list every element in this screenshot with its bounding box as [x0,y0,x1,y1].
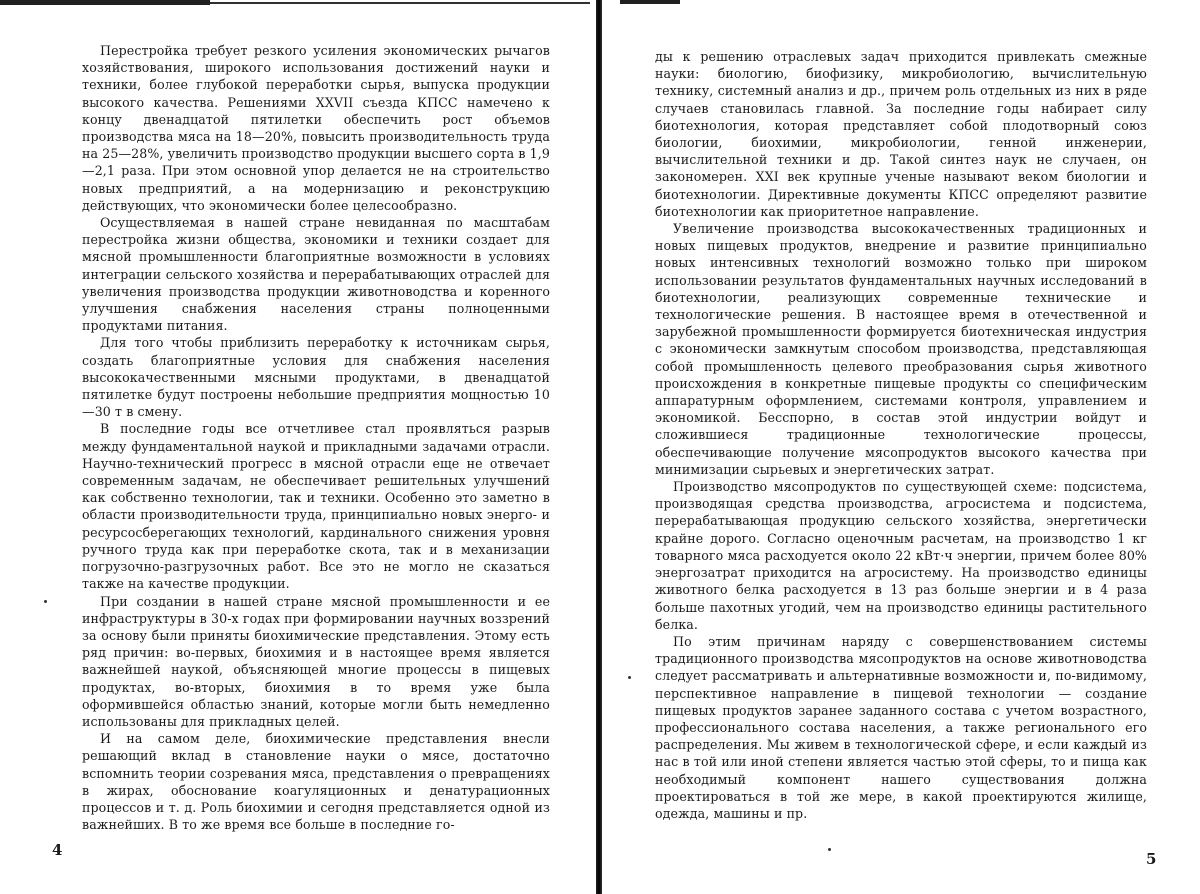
paragraph: Перестройка требует резкого усиления экономических рычагов хозяйствования, широкого использования достижений науки и техники, более глубокой переработки сырья, выпуска продукции высокого качества. Решениями XXVII съезда КПСС намечено к концу двенадцатой пятилетки обеспечить рост объемов производства мяса на 18—20%, повысить производительность труда на 25—28%, увеличить производство продукции высшего сорта в 1,9—2,1 раза. При этом основной упор делается не на строительство новых предприятий, а на модернизацию и реконструкцию действующих, что экономически более целесообразно. [82,43,550,213]
paragraph: Производство мясопродуктов по существующей схеме: подсистема, производящая средства производства, агросистема и подсистема, перерабатывающая продукцию сельского хозяйства, энергетически крайне дорого. Согласно оценочным расчетам, на производство 1 кг товарного мяса расходуется около 22 кВт·ч энергии, причем более 80% энергозатрат приходится на агросистему. На производство единицы животного белка расходуется в 13 раз больше энергии и в 4 раза больше пахотных угодий, чем на производство единицы растительного белка. [655,479,1147,632]
scan-speck [628,676,631,679]
paragraph: По этим причинам наряду с совершенствованием системы традиционного производства мясопродуктов на основе животноводства следует рассматривать и альтернативные возможности и, по-видимому, перспективное направление в пищевой технологии — создание пищевых продуктов заранее заданного состава с учетом возрастного, профессионального состава населения, а также регионального его распределения. Мы живем в технологической сфере, и если каждый из нас в той или иной степени является частью этой сферы, то и пища как необходимый компонент нашего существования должна проектироваться в той же мере, в какой проектируются жилище, одежда, машины и пр. [655,633,1147,821]
scan-edge-line [210,2,590,4]
paragraph: И на самом деле, биохимические представления внесли решающий вклад в становление науки о мясе, достаточно вспомнить теории созревания мяса, представления о превращениях в жирах, обоснование коагуляционных и денатурационных процессов и т. д. Роль биохимии и сегодня представляется одной из важнейших. В то же время все больше в последние го- [82,731,550,833]
paragraph: Увеличение производства высококачественных традиционных и новых пищевых продуктов, внедрение и развитие принципиально новых интенсивных технологий возможно только при широком использовании результатов фундаментальных научных исследований в биотехнологии, реализующих современные технические и технологические решения. В настоящее время в отечественной и зарубежной промышленности формируется биотехническая индустрия с экономически замкнутым способом производства, представляющая собой промышленность целевого преобразования сырья животного происхождения в конкретные пищевые продукты со специфическим аппаратурным оформлением, системами контроля, управлением и экономикой. Бесспорно, в состав этой индустрии войдут и сложившиеся традиционные технологические процессы, обеспечивающие получение мясопродуктов высокого качества при минимизации сырьевых и энергетических затрат. [655,221,1147,477]
paragraph: В последние годы все отчетливее стал проявляться разрыв между фундаментальной наукой и прикладными задачами отрасли. Научно-технический прогресс в мясной отрасли еще не отвечает современным задачам, не обеспечивает решительных улучшений как собственно технологии, так и техники. Особенно это заметно в области производительности труда, принципиально новых энерго- и ресурсосберегающих технологий, кардинального снижения уровня ручного труда как при переработке скота, так и в механизации погрузочно-разгрузочных работ. Все это не могло не сказаться также на качестве продукции. [82,421,550,592]
page-number-left: 4 [52,841,63,859]
scan-edge-mark [0,0,210,5]
scan-speck [44,600,47,603]
paragraph: ды к решению отраслевых задач приходится привлекать смежные науки: биологию, биофизику, микробиологию, вычислительную технику, системный анализ и др., причем роль отдельных из них в ряде случаев становилась главной. За последние годы набирает силу биотехнология, которая представляет собой плодотворный союз биологии, биохимии, микробиологии, генной инженерии, вычислительной техники и др. Такой синтез наук не случаен, он закономерен. XXI век крупные ученые называют веком биологии и биотехнологии. Директивные документы КПСС определяют развитие биотехнологии как приоритетное направление. [655,49,1147,219]
left-page-text [82,42,550,833]
right-page-text [655,48,1147,822]
paragraph: При создании в нашей стране мясной промышленности и ее инфраструктуры в 30-х годах при формировании научных воззрений за основу были приняты биохимические представления. Этому есть ряд причин: во-первых, биохимия и в настоящее время является важнейшей наукой, объясняющей многие процессы в пищевых продуктах, во-вторых, биохимия в то время уже была оформившейся областью знаний, которые могли быть немедленно использованы для прикладных целей. [82,593,550,729]
scan-edge-mark [620,0,680,4]
scan-speck [828,848,831,851]
paragraph: Для того чтобы приблизить переработку к источникам сырья, создать благоприятные условия для снабжения населения высококачественными мясными продуктами, в двенадцатой пятилетке будут построены небольшие предприятия мощностью 10—30 т в смену. [82,335,550,420]
page-number-right: 5 [1146,850,1157,868]
book-gutter [596,0,602,894]
paragraph: Осуществляемая в нашей стране невиданная по масштабам перестройка жизни общества, экономики и техники создает для мясной промышленности благоприятные возможности в условиях интеграции сельского хозяйства и перерабатывающих отраслей для увеличения производства продукции животноводства и коренного улучшения снабжения населения страны полноценными продуктами питания. [82,215,550,334]
